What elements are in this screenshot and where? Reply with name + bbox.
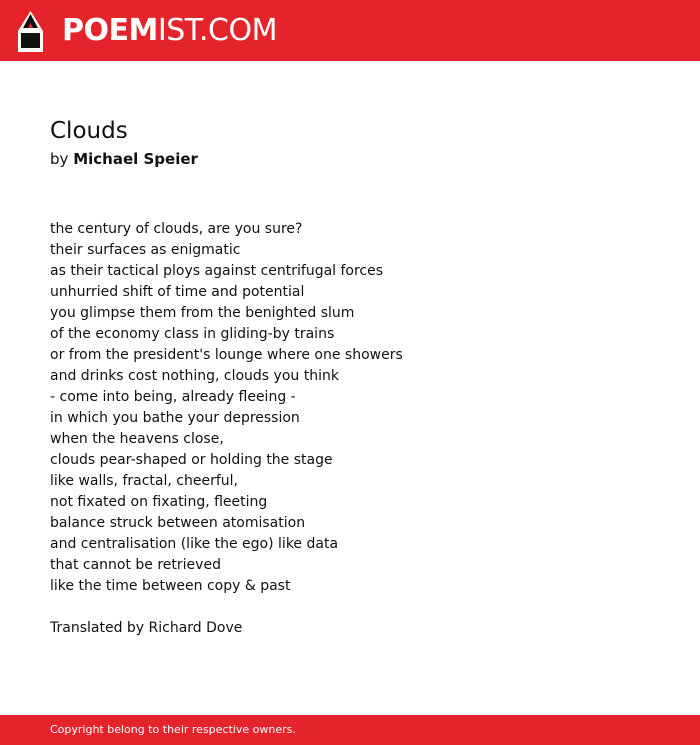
poem-line: that cannot be retrieved — [50, 557, 221, 573]
poem-line: and centralisation (like the ego) like data — [50, 536, 339, 552]
poem-line: like walls, fractal, cheerful, — [50, 473, 238, 489]
logo-text-light: IST.COM — [157, 13, 277, 48]
logo-text-bold: POEM — [62, 13, 158, 48]
site-footer — [0, 715, 700, 745]
byline — [50, 147, 670, 171]
translator-credit: Translated by Richard Dove — [50, 620, 243, 636]
poem-line: - come into being, already fleeing - — [50, 389, 296, 405]
poem-line: balance struck between atomisation — [50, 515, 306, 531]
author-name[interactable]: Michael Speier — [73, 150, 198, 168]
poem-body — [50, 219, 670, 597]
poem-content — [50, 115, 670, 639]
poem-line: the century of clouds, are you sure? — [50, 221, 303, 237]
poem-line: as their tactical ploys against centrifugal forces — [50, 263, 384, 279]
poem-line: in which you bathe your depression — [50, 410, 300, 426]
poem-line: their surfaces as enigmatic — [50, 242, 241, 258]
pencil-tip-icon — [18, 11, 43, 52]
site-logo-text — [62, 10, 277, 52]
byline-prefix: by — [50, 150, 69, 168]
poem-line: and drinks cost nothing, clouds you think — [50, 368, 339, 384]
poem-line: unhurried shift of time and potential — [50, 284, 305, 300]
poem-line: clouds pear-shaped or holding the stage — [50, 452, 333, 468]
copyright-text: Copyright belong to their respective owners. — [50, 723, 296, 736]
poem-title: Clouds — [50, 118, 128, 144]
poem-line: like the time between copy & past — [50, 578, 291, 594]
poem-line: of the economy class in gliding-by trains — [50, 326, 335, 342]
poem-line: not fixated on fixating, fleeting — [50, 494, 268, 510]
poem-line: or from the president's lounge where one showers — [50, 347, 403, 363]
poem-line: you glimpse them from the benighted slum — [50, 305, 355, 321]
site-logo-link[interactable] — [18, 10, 277, 52]
site-header — [0, 0, 700, 61]
poem-line: when the heavens close, — [50, 431, 224, 447]
